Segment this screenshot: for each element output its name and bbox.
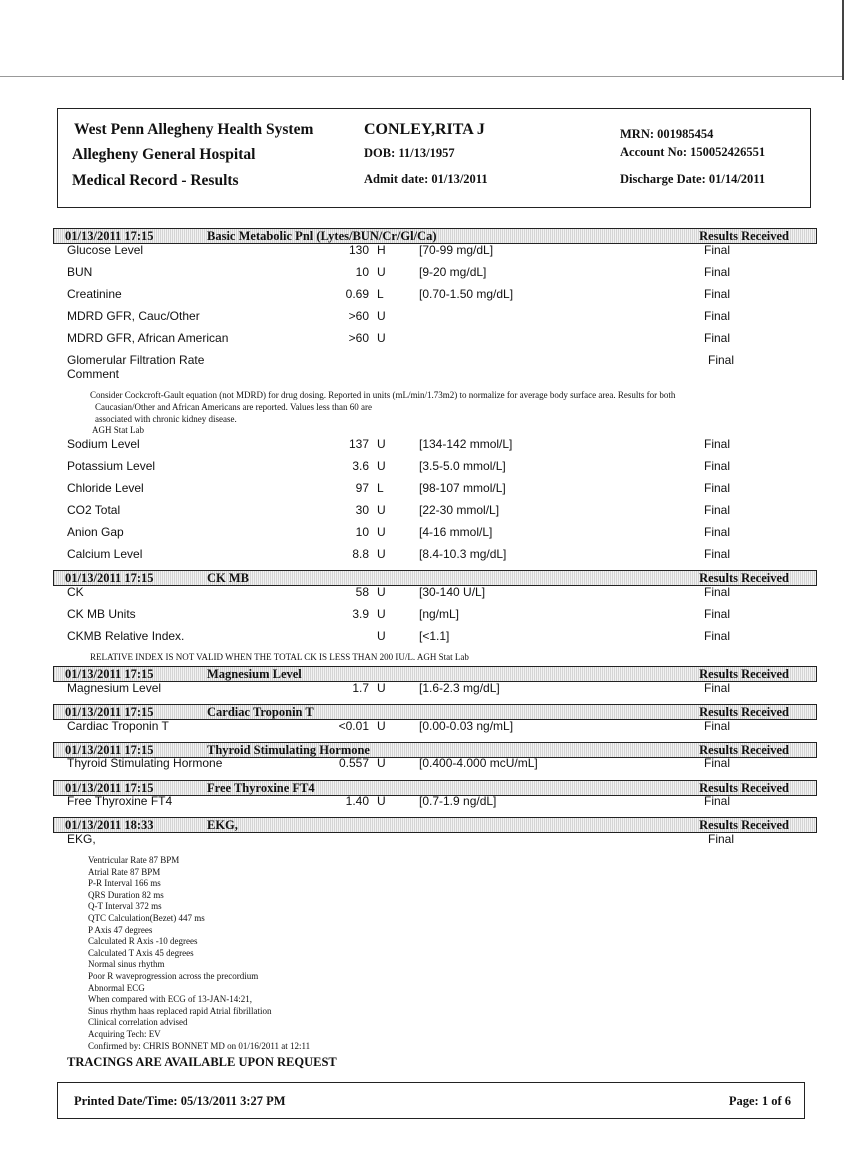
test-flag: U — [377, 607, 386, 621]
test-value: <0.01 — [338, 719, 369, 733]
test-flag: L — [377, 481, 384, 495]
test-range: [0.400-4.000 mcU/mL] — [419, 756, 538, 770]
section-datetime: 01/13/2011 17:15 — [65, 781, 154, 795]
document-title: Medical Record - Results — [72, 172, 239, 189]
test-status: Final — [704, 585, 731, 599]
admit-date: Admit date: 01/13/2011 — [364, 172, 488, 186]
result-row-potassium — [0, 459, 850, 475]
test-range: [9-20 mg/dL] — [419, 265, 487, 279]
test-range: [1.6-2.3 mg/dL] — [419, 681, 500, 695]
test-range: [0.70-1.50 mg/dL] — [419, 287, 514, 301]
result-row-calcium — [0, 547, 850, 563]
test-name: Magnesium Level — [67, 681, 162, 695]
result-row-ckmb-index — [0, 629, 850, 645]
test-status: Final — [704, 607, 731, 621]
test-value: 58 — [355, 585, 369, 599]
test-value: 30 — [355, 503, 369, 517]
test-value: 0.557 — [338, 756, 369, 770]
section-title: Magnesium Level — [207, 667, 302, 681]
test-value: 1.7 — [352, 681, 369, 695]
scan-margin — [0, 0, 850, 76]
ckmb-note: RELATIVE INDEX IS NOT VALID WHEN THE TOTAL CK IS LESS THAN 200 IU/L. AGH Stat Lab — [90, 652, 469, 662]
result-row-anion-gap — [0, 525, 850, 541]
test-value: 8.8 — [352, 547, 369, 561]
section-datetime: 01/13/2011 17:15 — [65, 705, 154, 719]
ekg-line: Poor R waveprogression across the precordium — [88, 970, 259, 981]
account-number: Account No: 150052426551 — [620, 145, 766, 159]
test-value: 3.6 — [352, 459, 369, 473]
ekg-details — [88, 855, 310, 1052]
section-status: Results Received — [699, 705, 789, 719]
test-flag: H — [377, 243, 386, 257]
test-value: 3.9 — [352, 607, 369, 621]
test-status: Final — [708, 353, 735, 367]
section-bar-basic-metabolic — [53, 228, 817, 244]
scan-edge-mark — [842, 0, 844, 80]
printed-datetime: Printed Date/Time: 05/13/2011 3:27 PM — [74, 1094, 286, 1108]
test-value: >60 — [348, 331, 369, 345]
ekg-line: Acquiring Tech: EV — [88, 1028, 161, 1039]
test-name: Calcium Level — [67, 547, 143, 561]
result-row-creatinine — [0, 287, 850, 303]
hospital-name: Allegheny General Hospital — [72, 146, 256, 163]
test-status: Final — [704, 756, 731, 770]
test-status: Final — [704, 794, 731, 808]
tracings-notice: TRACINGS ARE AVAILABLE UPON REQUEST — [67, 1055, 337, 1069]
ekg-line: Abnormal ECG — [88, 982, 145, 993]
test-flag: U — [377, 309, 386, 323]
test-name: CK — [67, 585, 84, 599]
ekg-line: When compared with ECG of 13-JAN-14:21, — [88, 994, 252, 1005]
test-range: [<1.1] — [419, 629, 450, 643]
test-flag: U — [377, 681, 386, 695]
ekg-line: QRS Duration 82 ms — [88, 889, 164, 900]
gfr-comment-line: Caucasian/Other and African Americans are reported. Values less than 60 are — [95, 402, 372, 412]
test-range: [0.00-0.03 ng/mL] — [419, 719, 514, 733]
test-status: Final — [704, 309, 731, 323]
test-range: [ng/mL] — [419, 607, 460, 621]
test-status: Final — [704, 525, 731, 539]
test-status: Final — [704, 265, 731, 279]
result-row-co2 — [0, 503, 850, 519]
test-name: Sodium Level — [67, 437, 140, 451]
test-range: [30-140 U/L] — [419, 585, 486, 599]
test-range: [98-107 mmol/L] — [419, 481, 506, 495]
section-status: Results Received — [699, 781, 789, 795]
ekg-line: P-R Interval 166 ms — [88, 878, 161, 889]
test-flag: U — [377, 459, 386, 473]
test-value: 97 — [355, 481, 369, 495]
section-datetime: 01/13/2011 17:15 — [65, 229, 154, 243]
ekg-line: Q-T Interval 372 ms — [88, 901, 162, 912]
test-value: 10 — [355, 265, 369, 279]
record-header — [57, 108, 811, 208]
test-status: Final — [704, 629, 731, 643]
page-number: Page: 1 of 6 — [728, 1094, 791, 1108]
result-row-chloride — [0, 481, 850, 497]
section-title: Basic Metabolic Pnl (Lytes/BUN/Cr/Gl/Ca) — [207, 229, 437, 243]
result-row-mdrd-cauc — [0, 309, 850, 325]
ekg-line: Clinical correlation advised — [88, 1017, 188, 1028]
test-flag: U — [377, 437, 386, 451]
test-value: 137 — [348, 437, 369, 451]
test-status: Final — [704, 681, 731, 695]
ekg-line: Ventricular Rate 87 BPM — [88, 855, 180, 865]
test-range: [3.5-5.0 mmol/L] — [419, 459, 506, 473]
gfr-comment-line: AGH Stat Lab — [92, 425, 144, 435]
mrn: MRN: 001985454 — [620, 127, 714, 141]
ekg-line: Atrial Rate 87 BPM — [88, 866, 161, 877]
result-row-ekg — [0, 832, 850, 848]
result-row-ckmb-units — [0, 607, 850, 623]
section-status: Results Received — [699, 818, 789, 832]
test-name: Potassium Level — [67, 459, 156, 473]
ekg-line: Calculated T Axis 45 degrees — [88, 947, 194, 958]
section-datetime: 01/13/2011 17:15 — [65, 571, 154, 585]
test-flag: L — [377, 287, 384, 301]
section-datetime: 01/13/2011 18:33 — [65, 818, 154, 832]
section-title: CK MB — [207, 571, 250, 585]
section-status: Results Received — [699, 743, 789, 757]
test-name: Glucose Level — [67, 243, 144, 257]
ekg-line: Normal sinus rhythm — [88, 959, 165, 970]
ekg-line: QTC Calculation(Bezet) 447 ms — [88, 912, 205, 923]
gfr-comment-line: Consider Cockcroft-Gault equation (not MDRD) for drug dosing. Reported in units (mL/min/1.73m2) to normalize for average body surface area. Results for both — [90, 390, 676, 400]
test-flag: U — [377, 629, 386, 643]
test-name: Chloride Level — [67, 481, 144, 495]
section-datetime: 01/13/2011 17:15 — [65, 667, 154, 681]
ekg-line: Calculated R Axis -10 degrees — [88, 936, 198, 947]
gfr-comment-line: associated with chronic kidney disease. — [95, 414, 237, 424]
test-range: [0.7-1.9 ng/dL] — [419, 794, 497, 808]
discharge-date: Discharge Date: 01/14/2011 — [620, 172, 766, 186]
test-flag: U — [377, 547, 386, 561]
result-row-bun — [0, 265, 850, 281]
result-row-tsh — [0, 756, 850, 772]
test-name: BUN — [67, 265, 93, 279]
ekg-line: P Axis 47 degrees — [88, 924, 153, 935]
test-value: 10 — [355, 525, 369, 539]
scan-edge-line — [0, 76, 843, 77]
test-name: Anion Gap — [67, 525, 124, 539]
section-bar-ekg — [53, 817, 817, 833]
test-name: Free Thyroxine FT4 — [67, 794, 173, 808]
result-row-sodium — [0, 437, 850, 453]
test-name: CO2 Total — [67, 503, 121, 517]
test-flag: U — [377, 585, 386, 599]
section-title: Free Thyroxine FT4 — [207, 781, 315, 795]
result-row-ck — [0, 585, 850, 601]
test-name: Thyroid Stimulating Hormone — [67, 756, 223, 770]
test-status: Final — [704, 287, 731, 301]
test-flag: U — [377, 503, 386, 517]
section-status: Results Received — [699, 229, 789, 243]
test-name: CK MB Units — [67, 607, 136, 621]
patient-dob: DOB: 11/13/1957 — [364, 146, 455, 160]
test-value: 130 — [348, 243, 369, 257]
test-status: Final — [704, 503, 731, 517]
test-status: Final — [704, 547, 731, 561]
result-row-comment — [0, 367, 850, 383]
test-range: [134-142 mmol/L] — [419, 437, 513, 451]
test-range: [8.4-10.3 mg/dL] — [419, 547, 507, 561]
test-flag: U — [377, 525, 386, 539]
test-name: MDRD GFR, Cauc/Other — [67, 309, 200, 323]
test-name: Glomerular Filtration Rate — [67, 353, 205, 367]
result-row-glucose — [0, 243, 850, 259]
test-status: Final — [708, 832, 735, 846]
section-status: Results Received — [699, 571, 789, 585]
test-flag: U — [377, 794, 386, 808]
test-name: EKG, — [67, 832, 96, 846]
test-status: Final — [704, 243, 731, 257]
test-name: Comment — [67, 367, 120, 381]
test-range: [22-30 mmol/L] — [419, 503, 500, 517]
ekg-line: Confirmed by: CHRIS BONNET MD on 01/16/2011 at 12:11 — [88, 1040, 311, 1051]
test-flag: U — [377, 719, 386, 733]
test-value: 0.69 — [345, 287, 369, 301]
test-status: Final — [704, 331, 731, 345]
result-row-magnesium — [0, 681, 850, 697]
test-name: Cardiac Troponin T — [67, 719, 169, 733]
section-bar-ck-mb — [53, 570, 817, 586]
section-title: EKG, — [207, 818, 238, 832]
test-flag: U — [377, 265, 386, 279]
test-value: 1.40 — [345, 794, 369, 808]
test-name: MDRD GFR, African American — [67, 331, 229, 345]
test-name: CKMB Relative Index. — [67, 629, 185, 643]
test-flag: U — [377, 756, 386, 770]
test-range: [4-16 mmol/L] — [419, 525, 493, 539]
patient-name: CONLEY,RITA J — [364, 121, 485, 138]
test-status: Final — [704, 481, 731, 495]
section-title: Cardiac Troponin T — [207, 705, 314, 719]
section-status: Results Received — [699, 667, 789, 681]
result-row-troponin — [0, 719, 850, 735]
section-bar-magnesium — [53, 666, 817, 682]
test-status: Final — [704, 437, 731, 451]
section-title: Thyroid Stimulating Hormone — [207, 743, 370, 757]
ekg-line: Sinus rhythm haas replaced rapid Atrial fibrillation — [88, 1005, 272, 1016]
org-name: West Penn Allegheny Health System — [74, 121, 314, 138]
test-status: Final — [704, 459, 731, 473]
test-status: Final — [704, 719, 731, 733]
page-footer — [57, 1082, 805, 1119]
section-bar-troponin — [53, 704, 817, 720]
result-row-ft4 — [0, 794, 850, 810]
section-datetime: 01/13/2011 17:15 — [65, 743, 154, 757]
test-name: Creatinine — [67, 287, 122, 301]
test-value: >60 — [348, 309, 369, 323]
result-row-mdrd-aa — [0, 331, 850, 347]
test-range: [70-99 mg/dL] — [419, 243, 494, 257]
test-flag: U — [377, 331, 386, 345]
